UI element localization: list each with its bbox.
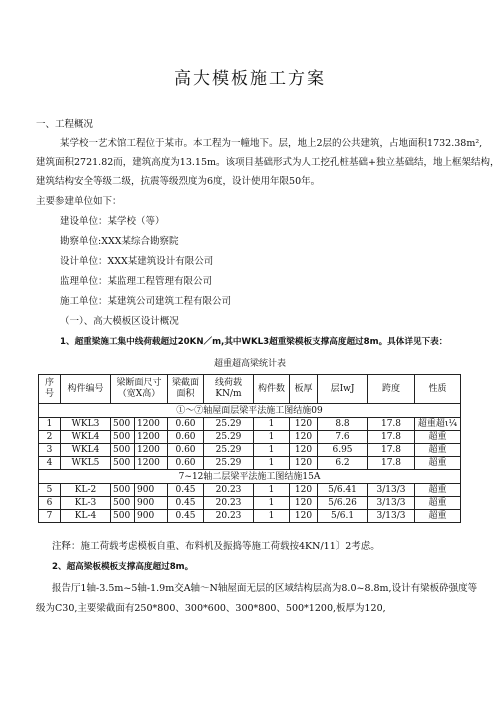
cell: 0.45 — [168, 484, 204, 497]
cell: 120 — [290, 444, 318, 457]
cell: 120 — [290, 418, 318, 431]
cell: 5/6.41 — [318, 484, 368, 497]
header-slab-thickness: 板厚 — [290, 375, 318, 404]
cell: 1 — [254, 457, 290, 470]
cell: 1200 — [135, 457, 168, 470]
cell: 1200 — [135, 431, 168, 444]
cell: 8.8 — [318, 418, 368, 431]
cell: 120 — [290, 510, 318, 523]
cell: 17.8 — [368, 418, 415, 431]
cell: 900 — [135, 484, 168, 497]
header-floor-height: 层IwJ — [318, 375, 368, 404]
cell: 5/6.1 — [318, 510, 368, 523]
cell: WKL4 — [61, 444, 111, 457]
participant-construction: 施工单位：某建筑公司建筑工程有限公司 — [60, 296, 232, 307]
cell: 1 — [254, 431, 290, 444]
header-nature: 性质 — [415, 375, 461, 404]
participant-owner: 建设单位：某学校（等） — [60, 216, 165, 227]
header-line-load: 线荷载KN/m — [204, 375, 254, 404]
table-caption: 超重超高梁统计表 — [213, 359, 286, 369]
cell: 500 — [111, 457, 135, 470]
cell: 3/13/3 — [368, 484, 415, 497]
table-note: 注释：施工荷载考虑模板自重、布料机及振捣等施工荷载按4KN/11〕2考虑。 — [52, 541, 380, 552]
section-heading: 一、工程概况 — [36, 119, 94, 130]
cell: 25.29 — [204, 431, 254, 444]
table-row — [39, 457, 461, 470]
cell: 3/13/3 — [368, 510, 415, 523]
cell: 1 — [254, 418, 290, 431]
group-label: 7~12轴二层梁平法施工图结施15A — [39, 470, 461, 484]
table-row — [39, 484, 461, 497]
cell: 900 — [135, 510, 168, 523]
table-header-row — [39, 375, 461, 404]
cell: 1 — [254, 497, 290, 510]
cell: 7 — [39, 510, 61, 523]
header-member-id: 构件编号 — [61, 375, 111, 404]
cell: 1 — [254, 444, 290, 457]
cell: 1 — [254, 510, 290, 523]
cell: 500 — [111, 431, 135, 444]
cell: 6.95 — [318, 444, 368, 457]
cell: 25.29 — [204, 457, 254, 470]
header-count: 构件数 — [254, 375, 290, 404]
overview-line-2: 建筑面积2721.82而，建筑高度为13.15m。该项目基础形式为人工挖孔桩基础+独立基础结，地上框架结构， — [36, 157, 500, 168]
cell: 900 — [135, 497, 168, 510]
cell: 20.23 — [204, 484, 254, 497]
cell: 超重 — [415, 457, 461, 470]
table-row — [39, 497, 461, 510]
participant-design: 设计单位：XXX某建筑设计有限公司 — [60, 256, 214, 267]
overview-line-1: 某学校一艺术馆工程位于某市。本工程为一幢地下。层，地上2层的公共建筑，占地面积1732.38m², — [60, 138, 483, 149]
table-row — [39, 418, 461, 431]
cell: 17.8 — [368, 431, 415, 444]
point2-line-1: 报告厅1轴-3.5m~5轴-1.9m交A轴～N轴屋面无层的区域结构层高为8.0~8.8m,设计有梁板砕强度等 — [52, 583, 478, 594]
cell: 超重 — [415, 431, 461, 444]
cell: 0.60 — [168, 418, 204, 431]
participant-supervision: 监理单位：某监理工程管理有限公司 — [60, 276, 213, 287]
cell: 超重 — [415, 444, 461, 457]
cell: 超重 — [415, 510, 461, 523]
cell: 超重 — [415, 497, 461, 510]
cell: 500 — [111, 444, 135, 457]
cell: 25.29 — [204, 418, 254, 431]
point-1: 1、超重梁施工集中线荷载超过20KN／m,其中WKL3超重梁模板支撑高度超过8m。具体详见下表： — [60, 337, 448, 347]
cell: 7.6 — [318, 431, 368, 444]
cell: 0.60 — [168, 444, 204, 457]
cell: 1200 — [135, 444, 168, 457]
cell: 0.60 — [168, 457, 204, 470]
cell: 1 — [254, 484, 290, 497]
point-2: 2、超高梁板模板支撑高度超过8m。 — [52, 562, 194, 572]
cell: 0.45 — [168, 510, 204, 523]
table-row — [39, 444, 461, 457]
cell: KL-3 — [61, 497, 111, 510]
cell: WKL4 — [61, 431, 111, 444]
cell: 3/13/3 — [368, 497, 415, 510]
header-span: 跨度 — [368, 375, 415, 404]
cell: 超重超ι¼ — [415, 418, 461, 431]
cell: 1200 — [135, 418, 168, 431]
cell: 2 — [39, 431, 61, 444]
cell: WKL5 — [61, 457, 111, 470]
cell: 500 — [111, 497, 135, 510]
cell: 17.8 — [368, 457, 415, 470]
cell: 500 — [111, 418, 135, 431]
table-row — [39, 431, 461, 444]
cell: 超重 — [415, 484, 461, 497]
cell: 500 — [111, 510, 135, 523]
cell: 1 — [39, 418, 61, 431]
subsection-heading: （一）、高大模板区设计概况 — [60, 316, 179, 327]
cell: 0.60 — [168, 431, 204, 444]
table-group-row — [39, 404, 461, 418]
cell: 5/6.26 — [318, 497, 368, 510]
cell: 6.2 — [318, 457, 368, 470]
cell: 120 — [290, 431, 318, 444]
cell: 17.8 — [368, 444, 415, 457]
cell: WKL3 — [61, 418, 111, 431]
table-row — [39, 510, 461, 523]
beam-stats-table — [38, 374, 461, 523]
overview-line-3: 建筑结构安全等级二级，抗震等级烈度为6度，设计使用年限50年。 — [36, 176, 321, 187]
cell: 500 — [111, 484, 135, 497]
cell: 20.23 — [204, 497, 254, 510]
cell: 5 — [39, 484, 61, 497]
cell: 0.45 — [168, 497, 204, 510]
participant-survey: 勘察单位:XXX某综合勘察院 — [60, 236, 179, 247]
header-index: 序号 — [39, 375, 61, 404]
cell: 120 — [290, 484, 318, 497]
header-section-area: 梁截面面积 — [168, 375, 204, 404]
cell: KL-2 — [61, 484, 111, 497]
header-section-size: 梁断面尺寸（宽X高） — [111, 375, 168, 404]
table-group-row — [39, 470, 461, 484]
cell: 120 — [290, 497, 318, 510]
cell: KL-4 — [61, 510, 111, 523]
participants-intro: 主要参建单位如下： — [36, 196, 122, 207]
cell: 20.23 — [204, 510, 254, 523]
cell: 3 — [39, 444, 61, 457]
point2-line-2: 级为C30,主要梁截面有250*800、300*600、300*800、500*1200,板厚为120, — [36, 603, 386, 614]
document-title: 高大模板施工方案 — [174, 69, 326, 89]
cell: 4 — [39, 457, 61, 470]
cell: 120 — [290, 457, 318, 470]
cell: 25.29 — [204, 444, 254, 457]
cell: 6 — [39, 497, 61, 510]
group-label: ①～⑦轴屋面层梁平法施工图结施09 — [39, 404, 461, 418]
